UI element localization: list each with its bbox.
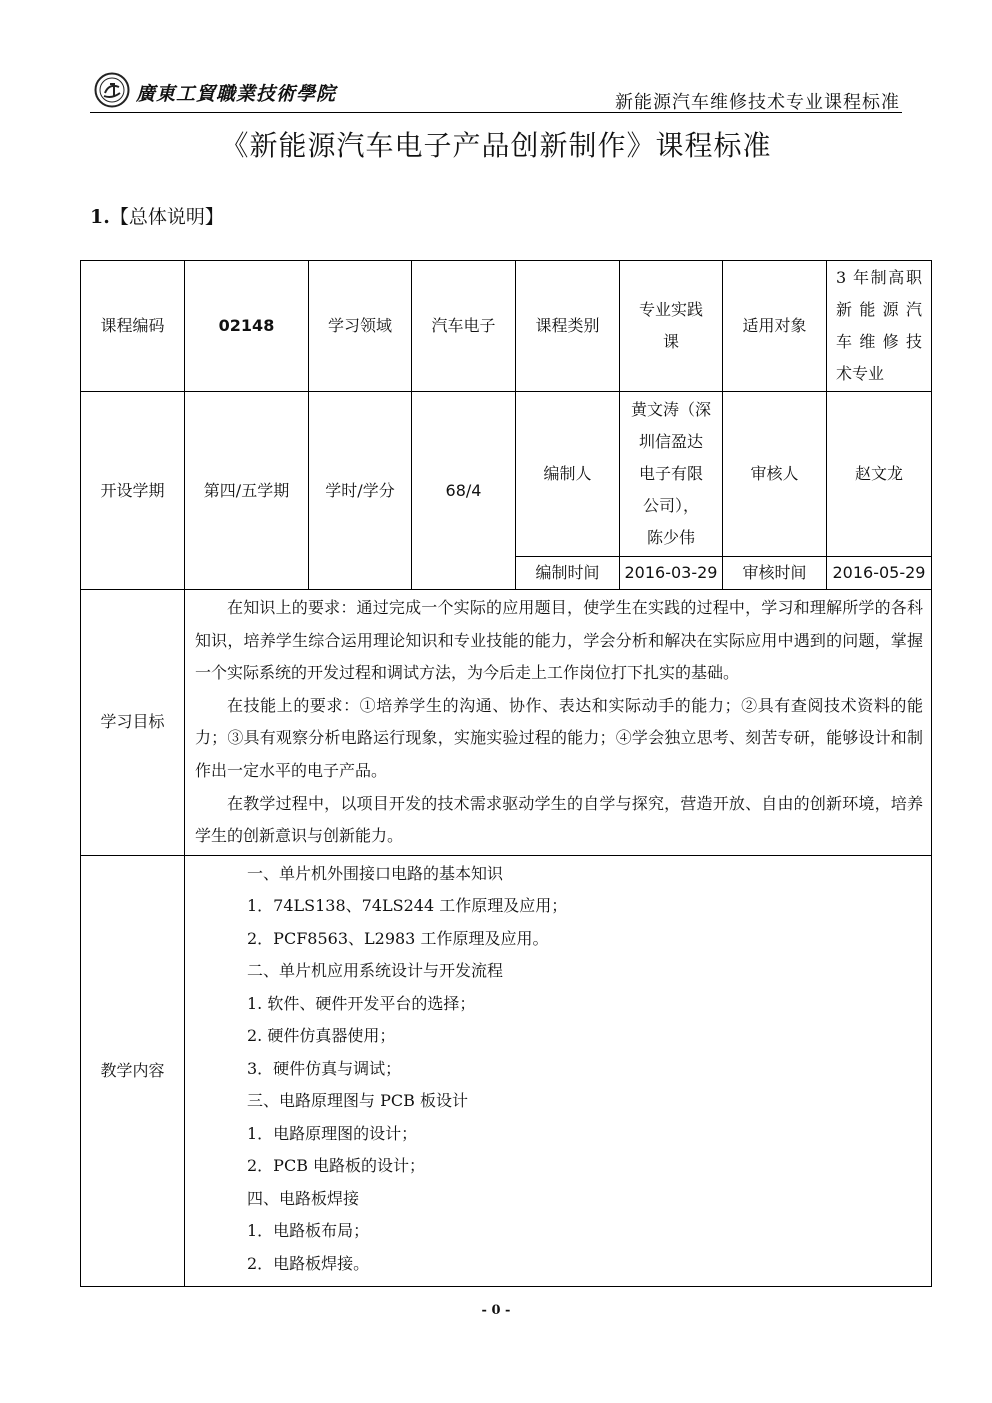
table-row bbox=[81, 855, 932, 1287]
school-logo-icon bbox=[94, 72, 130, 108]
reviewer-label: 审核人 bbox=[723, 392, 827, 557]
teaching-content-text bbox=[185, 855, 932, 1287]
review-date-value: 2016-05-29 bbox=[827, 557, 932, 590]
document-title: 《新能源汽车电子产品创新制作》课程标准 bbox=[220, 129, 772, 162]
goal-paragraph: 在知识上的要求：通过完成一个实际的应用题目，使学生在实践的过程中，学习和理解所学的各科知识，培养学生综合运用理论知识和专业技能的能力，学会分析和解决在实际应用中遇到的问题，掌握一个实际系统的开发过程和调试方法，为今后走上工作岗位打下扎实的基础。 bbox=[195, 598, 923, 683]
learning-goals-text bbox=[185, 590, 932, 856]
course-type-label: 课程类别 bbox=[516, 261, 620, 392]
term-label: 开设学期 bbox=[81, 392, 185, 590]
teaching-content-label: 教学内容 bbox=[81, 855, 185, 1287]
content-line: 三、电路原理图与 PCB 板设计 bbox=[247, 1091, 468, 1111]
course-code-label: 课程编码 bbox=[81, 261, 185, 392]
target-audience-value: 3 年制高职 新能源汽 车维修技 术专业 bbox=[827, 261, 932, 392]
learning-goals-label: 学习目标 bbox=[81, 590, 185, 856]
content-line: 2．PCF8563、L2983 工作原理及应用。 bbox=[247, 928, 549, 948]
content-line: 四、电路板焊接 bbox=[247, 1188, 360, 1208]
content-line: 2．电路板焊接。 bbox=[247, 1253, 370, 1273]
hours-credits-value: 68/4 bbox=[412, 392, 516, 590]
author-label: 编制人 bbox=[516, 392, 620, 557]
course-code-value: 02148 bbox=[185, 261, 309, 392]
term-value: 第四/五学期 bbox=[185, 392, 309, 590]
table-row bbox=[81, 590, 932, 856]
table-row bbox=[81, 261, 932, 392]
content-line: 1．电路板布局； bbox=[247, 1221, 370, 1241]
content-line: 1．电路原理图的设计； bbox=[247, 1123, 418, 1143]
content-line: 2．PCB 电路板的设计； bbox=[247, 1156, 426, 1176]
content-line: 2. 硬件仿真器使用； bbox=[247, 1026, 396, 1046]
review-date-label: 审核时间 bbox=[723, 557, 827, 590]
content-line: 3．硬件仿真与调试； bbox=[247, 1058, 402, 1078]
content-line: 一、单片机外围接口电路的基本知识 bbox=[247, 863, 504, 883]
goal-paragraph: 在技能上的要求：①培养学生的沟通、协作、表达和实际动手的能力；②具有查阅技术资料的能力；③具有观察分析电路运行现象，实施实验过程的能力；④学会独立思考、刻苦专研，能够设计和制作出一定水平的电子产品。 bbox=[195, 695, 923, 780]
school-name: 廣東工貿職業技術學院 bbox=[136, 83, 337, 105]
section-heading bbox=[90, 202, 224, 229]
course-info-table bbox=[80, 260, 932, 1287]
goal-paragraph: 在教学过程中，以项目开发的技术需求驱动学生的自学与探究，营造开放、自由的创新环境，培养学生的创新意识与创新能力。 bbox=[195, 793, 923, 846]
course-type-value: 专业实践 课 bbox=[620, 261, 723, 392]
content-line: 二、单片机应用系统设计与开发流程 bbox=[247, 961, 504, 981]
content-line: 1. 软件、硬件开发平台的选择； bbox=[247, 993, 476, 1013]
document-series-title: 新能源汽车维修技术专业课程标准 bbox=[615, 92, 900, 113]
page-number: - 0 - bbox=[481, 1303, 511, 1318]
study-field-value: 汽车电子 bbox=[412, 261, 516, 392]
reviewer-value: 赵文龙 bbox=[827, 392, 932, 557]
section-number: 1. bbox=[90, 206, 110, 228]
page-header bbox=[90, 70, 902, 113]
section-label: 【总体说明】 bbox=[109, 206, 224, 228]
table-row bbox=[81, 392, 932, 557]
study-field-label: 学习领域 bbox=[309, 261, 412, 392]
author-value: 黄文涛（深 圳信盈达 电子有限 公司）， 陈少伟 bbox=[620, 392, 723, 557]
hours-credits-label: 学时/学分 bbox=[309, 392, 412, 590]
author-date-label: 编制时间 bbox=[516, 557, 620, 590]
author-date-value: 2016-03-29 bbox=[620, 557, 723, 590]
content-line: 1．74LS138、74LS244 工作原理及应用； bbox=[247, 896, 568, 916]
target-audience-label: 适用对象 bbox=[723, 261, 827, 392]
